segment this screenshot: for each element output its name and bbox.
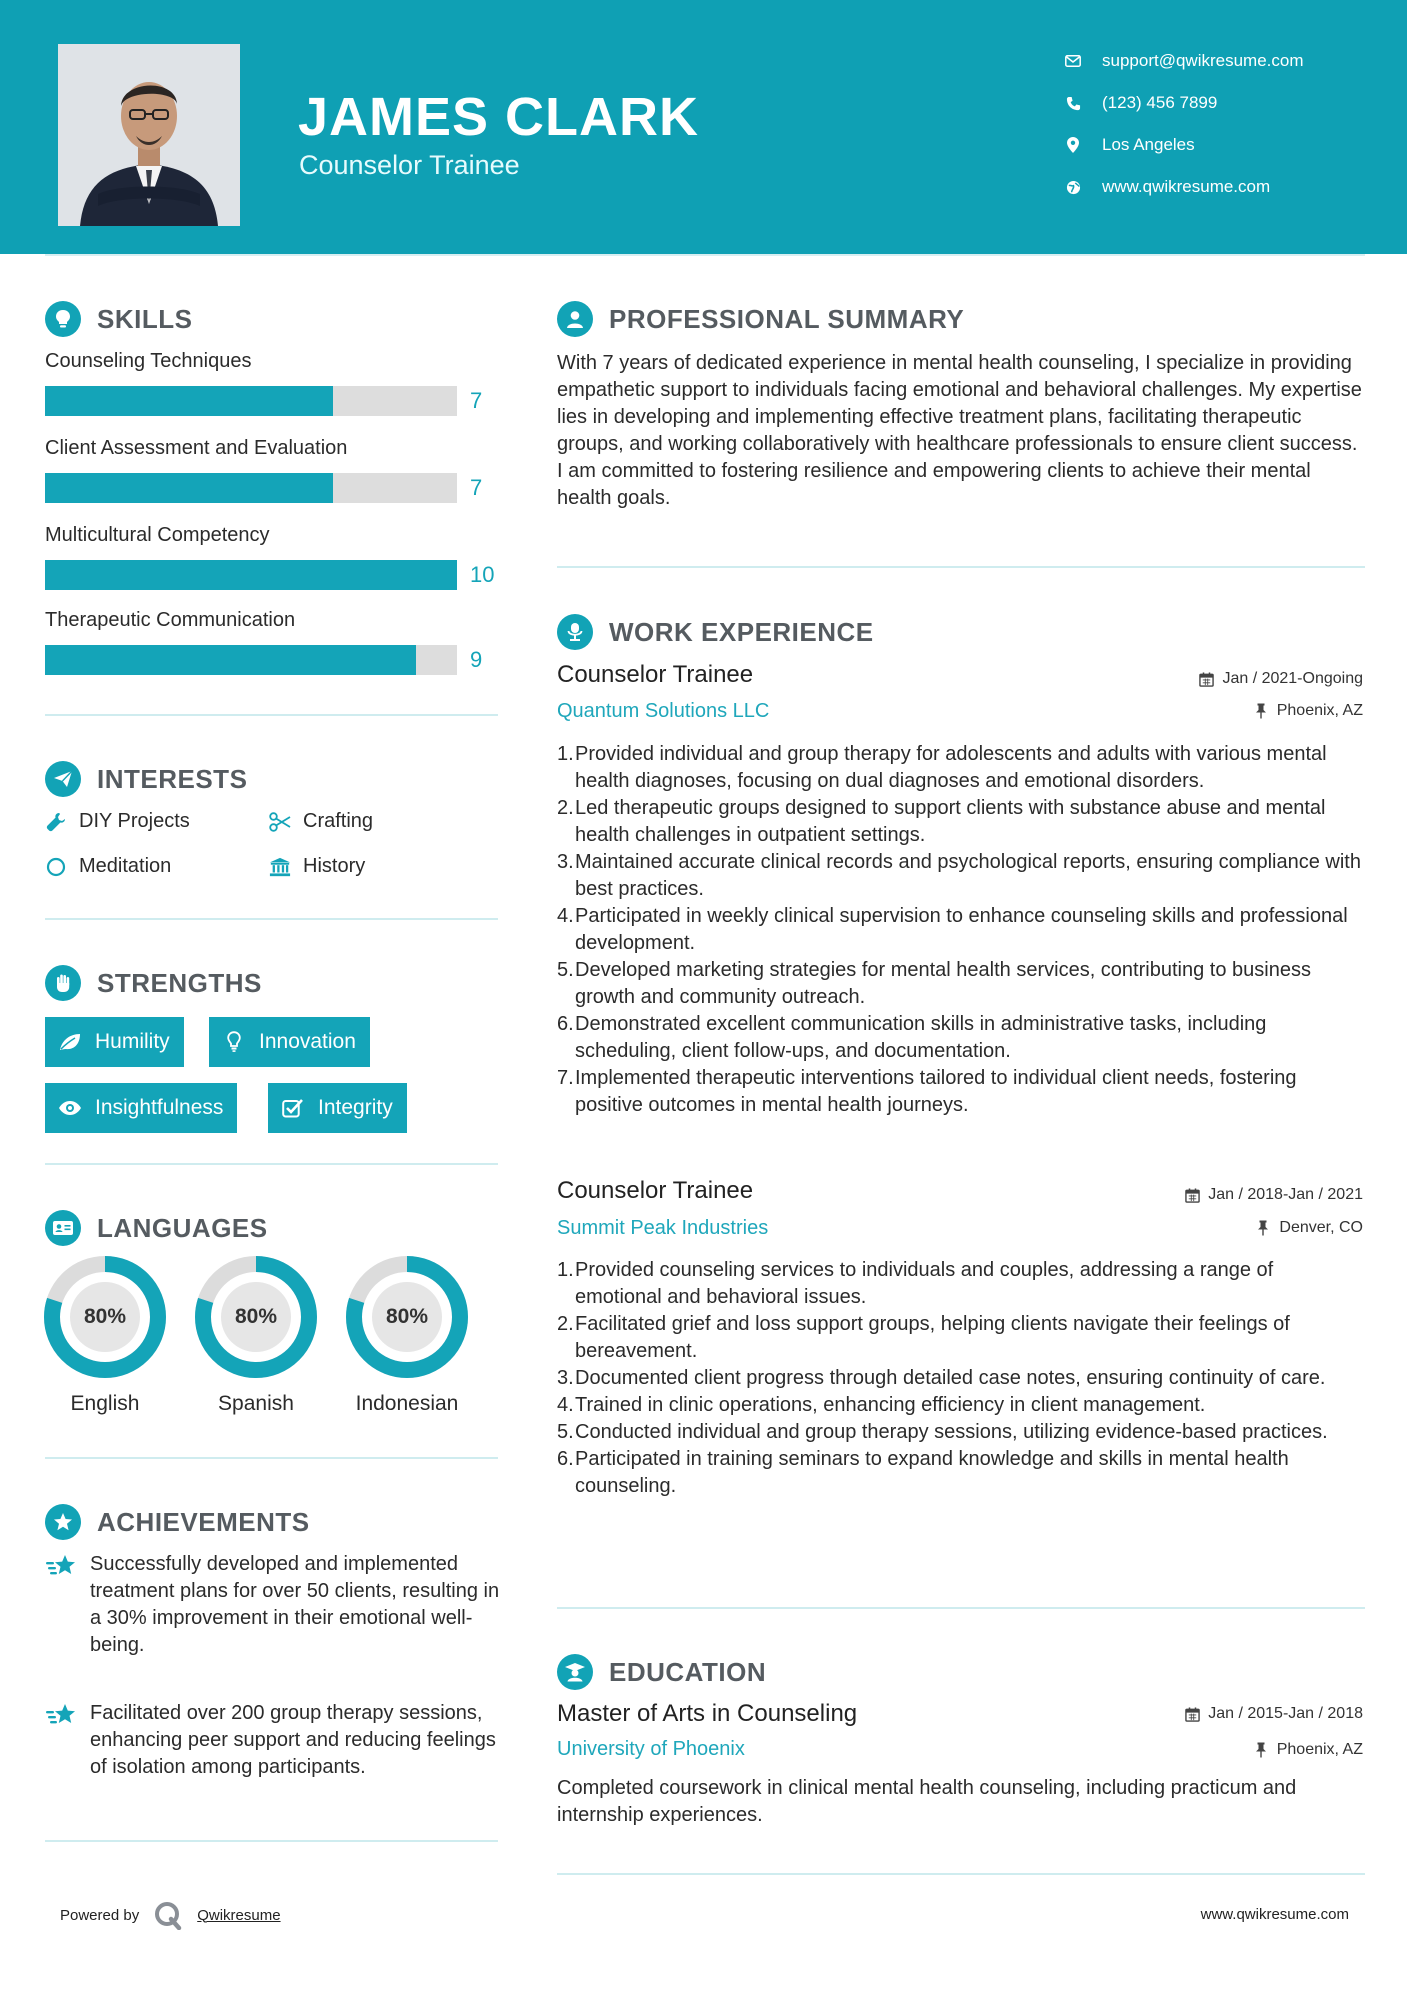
candidate-name: JAMES CLARK bbox=[298, 87, 700, 147]
bullet-text: Maintained accurate clinical records and psychological reports, ensuring compliance with best practices. bbox=[575, 851, 1361, 900]
section-divider bbox=[45, 1457, 498, 1459]
calendar-icon bbox=[1184, 1187, 1200, 1203]
skill-bar-fill bbox=[45, 386, 333, 416]
skill-bar-fill bbox=[45, 560, 457, 590]
user-icon bbox=[557, 301, 593, 337]
job-location-text: Denver, CO bbox=[1279, 1219, 1363, 1236]
skill-bar-fill bbox=[45, 473, 333, 503]
bullet-text: Demonstrated excellent communication skills in administrative tasks, including scheduling, client follow-ups, and documentation. bbox=[575, 1013, 1267, 1062]
skill-value: 10 bbox=[470, 562, 495, 587]
achievement-text: Successfully developed and implemented treatment plans for over 50 clients, resulting in a 30% improvement in their emotional well-being. bbox=[90, 1553, 500, 1656]
languages-heading-text: LANGUAGES bbox=[97, 1212, 268, 1243]
bullet-text: Provided counseling services to individuals and couples, addressing a range of emotional and behavioral issues. bbox=[575, 1259, 1274, 1308]
job-dates-text: Jan / 2021-Ongoing bbox=[1222, 670, 1363, 687]
interest-item bbox=[45, 855, 171, 878]
strength-tag bbox=[45, 1017, 184, 1067]
interests-heading-text: INTERESTS bbox=[97, 763, 248, 794]
education-school: University of Phoenix bbox=[557, 1738, 745, 1760]
education-dates-text: Jan / 2015-Jan / 2018 bbox=[1208, 1705, 1363, 1722]
strength-label: Integrity bbox=[318, 1096, 393, 1119]
list-item: 1. Provided individual and group therapy for adolescents and adults with various mental health diagnoses, focusing on dual diagnoses and emotional disorders. bbox=[557, 741, 1365, 795]
list-item: 1. Provided counseling services to individuals and couples, addressing a range of emotional and behavioral issues. bbox=[557, 1257, 1365, 1311]
interest-label: DIY Projects bbox=[79, 810, 190, 832]
achievement-item bbox=[45, 1700, 500, 1781]
language-ring bbox=[44, 1256, 166, 1378]
scissors-icon bbox=[269, 811, 291, 833]
language-name: Spanish bbox=[218, 1392, 294, 1415]
lightbulb-badge-icon bbox=[45, 301, 81, 337]
education-location bbox=[1253, 1741, 1363, 1759]
skill-bar bbox=[45, 645, 457, 675]
leaf-icon bbox=[57, 1031, 83, 1053]
list-item: 3. Maintained accurate clinical records and psychological reports, ensuring compliance with best practices. bbox=[557, 849, 1365, 903]
footer-powered-by bbox=[60, 1900, 281, 1930]
globe-icon bbox=[1064, 178, 1082, 196]
pushpin-icon bbox=[1253, 1742, 1269, 1758]
interest-label: Meditation bbox=[79, 855, 172, 877]
education-heading-text: EDUCATION bbox=[609, 1656, 767, 1687]
section-divider bbox=[45, 918, 498, 920]
list-item: 2. Led therapeutic groups designed to support clients with substance abuse and mental health challenges in outpatient settings. bbox=[557, 795, 1365, 849]
list-item: 6. Demonstrated excellent communication skills in administrative tasks, including scheduling, client follow-ups, and documentation. bbox=[557, 1011, 1365, 1065]
list-item: 6. Participated in training seminars to expand knowledge and skills in mental health counseling. bbox=[557, 1446, 1365, 1500]
skill-name: Client Assessment and Evaluation bbox=[45, 437, 348, 459]
qwikresume-logo-icon bbox=[153, 1900, 183, 1930]
email-icon bbox=[1064, 52, 1082, 70]
skill-value: 7 bbox=[470, 475, 483, 500]
experience-heading bbox=[557, 614, 874, 650]
bullet-text: Trained in clinic operations, enhancing efficiency in client management. bbox=[575, 1394, 1206, 1416]
skill-bar bbox=[45, 473, 457, 503]
bullet-text: Documented client progress through detailed case notes, ensuring continuity of care. bbox=[575, 1367, 1326, 1389]
interest-label: Crafting bbox=[303, 810, 374, 832]
skill-name: Counseling Techniques bbox=[45, 350, 252, 372]
job-dates bbox=[1184, 1186, 1363, 1204]
powered-by-text: Powered by bbox=[60, 1906, 140, 1924]
contact-location-text: Los Angeles bbox=[1102, 135, 1195, 154]
job-dates bbox=[1198, 670, 1363, 688]
skill-value: 7 bbox=[470, 388, 483, 413]
bullet-text: Provided individual and group therapy for adolescents and adults with various mental health diagnoses, focusing on dual diagnoses and emotional disorders. bbox=[575, 743, 1327, 792]
achievements-heading bbox=[45, 1504, 310, 1540]
bullet-text: Participated in training seminars to expand knowledge and skills in mental health counseling. bbox=[575, 1448, 1289, 1497]
bullet-text: Developed marketing strategies for mental health services, contributing to business growth and community outreach. bbox=[575, 959, 1311, 1008]
section-divider bbox=[45, 714, 498, 716]
contact-list bbox=[1064, 40, 1304, 208]
wrench-icon bbox=[45, 811, 67, 833]
section-divider bbox=[557, 1607, 1365, 1609]
location-icon bbox=[1064, 136, 1082, 154]
section-divider bbox=[45, 1840, 498, 1842]
list-item: 4. Trained in clinic operations, enhancing efficiency in client management. bbox=[557, 1392, 1365, 1419]
skills-heading-text: SKILLS bbox=[97, 303, 193, 334]
circle-icon bbox=[45, 856, 67, 878]
language-name: Indonesian bbox=[355, 1392, 459, 1415]
lightbulb-icon bbox=[221, 1031, 247, 1053]
strength-label: Humility bbox=[95, 1030, 170, 1053]
strength-tag bbox=[209, 1017, 370, 1067]
job-bullets bbox=[557, 1257, 1365, 1500]
skill-bar bbox=[45, 386, 457, 416]
summary-text: With 7 years of dedicated experience in mental health counseling, I specialize in providing empathetic support to individuals facing emotional and behavioral challenges. My expertise lies in developing and implementing effective treatment plans, facilitating therapeutic groups, and working collaboratively with healthcare professionals to ensure client success. I am committed to fostering resilience and empowering clients to achieve their mental health goals. bbox=[557, 352, 1362, 509]
skill-bar bbox=[45, 560, 457, 590]
eye-icon bbox=[57, 1097, 83, 1119]
skill-value: 9 bbox=[470, 647, 483, 672]
interests-heading bbox=[45, 761, 247, 797]
podium-icon bbox=[557, 614, 593, 650]
footer-website[interactable]: www.qwikresume.com bbox=[1200, 1906, 1349, 1923]
language-percent: 80% bbox=[385, 1305, 429, 1328]
bullet-text: Implemented therapeutic interventions tailored to individual client needs, fostering positive outcomes in mental health journeys. bbox=[575, 1067, 1297, 1116]
section-divider bbox=[557, 1873, 1365, 1875]
list-item: 7. Implemented therapeutic interventions tailored to individual client needs, fostering positive outcomes in mental health journeys. bbox=[557, 1065, 1365, 1119]
header-divider bbox=[45, 254, 1365, 256]
graduate-icon bbox=[557, 1654, 593, 1690]
star-badge-icon bbox=[45, 1504, 81, 1540]
language-ring bbox=[195, 1256, 317, 1378]
phone-icon bbox=[1064, 94, 1082, 112]
experience-heading-text: WORK EXPERIENCE bbox=[609, 616, 874, 647]
languages-heading bbox=[45, 1210, 268, 1246]
list-item: 5. Developed marketing strategies for mental health services, contributing to business growth and community outreach. bbox=[557, 957, 1365, 1011]
achievement-text: Facilitated over 200 group therapy sessions, enhancing peer support and reducing feelings of isolation among participants. bbox=[90, 1702, 496, 1778]
shooting-star-icon bbox=[45, 1702, 79, 1781]
summary-heading-text: PROFESSIONAL SUMMARY bbox=[609, 303, 965, 334]
language-ring bbox=[346, 1256, 468, 1378]
interest-label: History bbox=[303, 855, 366, 877]
education-heading bbox=[557, 1654, 766, 1690]
contact-website-text: www.qwikresume.com bbox=[1102, 177, 1271, 196]
section-divider bbox=[45, 1163, 498, 1165]
job-dates-text: Jan / 2018-Jan / 2021 bbox=[1208, 1186, 1363, 1203]
achievement-item bbox=[45, 1551, 500, 1659]
contact-email[interactable] bbox=[1064, 40, 1304, 82]
id-card-icon bbox=[45, 1210, 81, 1246]
strength-label: Insightfulness bbox=[95, 1096, 224, 1119]
job-location bbox=[1255, 1219, 1363, 1237]
interest-item bbox=[269, 855, 365, 878]
job-title: Counselor Trainee bbox=[557, 661, 754, 688]
job-company: Quantum Solutions LLC bbox=[557, 700, 770, 722]
pushpin-icon bbox=[1255, 1220, 1271, 1236]
skills-heading bbox=[45, 301, 192, 337]
job-bullets bbox=[557, 741, 1365, 1119]
bullet-text: Facilitated grief and loss support groups, helping clients navigate their feelings of bereavement. bbox=[575, 1313, 1290, 1362]
job-location bbox=[1253, 702, 1363, 720]
list-item: 3. Documented client progress through detailed case notes, ensuring continuity of care. bbox=[557, 1365, 1365, 1392]
interest-item bbox=[45, 810, 190, 833]
hand-icon bbox=[45, 965, 81, 1001]
institution-icon bbox=[269, 856, 291, 878]
check-square-icon bbox=[280, 1097, 306, 1119]
skill-name: Therapeutic Communication bbox=[45, 609, 296, 631]
bullet-text: Led therapeutic groups designed to support clients with substance abuse and mental health challenges in outpatient settings. bbox=[575, 797, 1326, 846]
job-company: Summit Peak Industries bbox=[557, 1217, 769, 1239]
education-description: Completed coursework in clinical mental health counseling, including practicum and internship experiences. bbox=[557, 1777, 1297, 1826]
education-location-text: Phoenix, AZ bbox=[1276, 1741, 1363, 1758]
profile-photo bbox=[58, 44, 240, 226]
strengths-heading bbox=[45, 965, 262, 1001]
language-percent: 80% bbox=[83, 1305, 127, 1328]
contact-phone[interactable] bbox=[1064, 82, 1304, 124]
summary-heading bbox=[557, 301, 964, 337]
calendar-icon bbox=[1198, 671, 1214, 687]
list-item: 5. Conducted individual and group therapy sessions, utilizing evidence-based practices. bbox=[557, 1419, 1365, 1446]
qwikresume-link[interactable]: Qwikresume bbox=[197, 1906, 281, 1924]
education-degree: Master of Arts in Counseling bbox=[557, 1700, 858, 1727]
contact-website[interactable] bbox=[1064, 166, 1304, 208]
strength-label: Innovation bbox=[259, 1030, 356, 1053]
paper-plane-icon bbox=[45, 761, 81, 797]
contact-email-text: support@qwikresume.com bbox=[1102, 51, 1304, 70]
resume-header bbox=[0, 0, 1407, 254]
list-item: 4. Participated in weekly clinical supervision to enhance counseling skills and professional development. bbox=[557, 903, 1365, 957]
language-name: English bbox=[70, 1392, 140, 1415]
achievements-heading-text: ACHIEVEMENTS bbox=[97, 1506, 310, 1537]
bullet-text: Conducted individual and group therapy sessions, utilizing evidence-based practices. bbox=[575, 1421, 1328, 1443]
shooting-star-icon bbox=[45, 1553, 79, 1659]
job-location-text: Phoenix, AZ bbox=[1276, 702, 1363, 719]
section-divider bbox=[557, 566, 1365, 568]
language-percent: 80% bbox=[234, 1305, 278, 1328]
skill-bar-fill bbox=[45, 645, 416, 675]
strength-tag bbox=[268, 1083, 407, 1133]
contact-location bbox=[1064, 124, 1304, 166]
job-title: Counselor Trainee bbox=[557, 1177, 754, 1204]
pushpin-icon bbox=[1253, 703, 1269, 719]
strengths-heading-text: STRENGTHS bbox=[97, 967, 262, 998]
strength-tag bbox=[45, 1083, 237, 1133]
contact-phone-text: (123) 456 7899 bbox=[1102, 93, 1218, 112]
education-dates bbox=[1184, 1705, 1363, 1723]
list-item: 2. Facilitated grief and loss support groups, helping clients navigate their feelings of bereavement. bbox=[557, 1311, 1365, 1365]
bullet-text: Participated in weekly clinical supervision to enhance counseling skills and professional development. bbox=[575, 905, 1348, 954]
interest-item bbox=[269, 810, 373, 833]
calendar-icon bbox=[1184, 1706, 1200, 1722]
skill-name: Multicultural Competency bbox=[45, 524, 270, 546]
candidate-title: Counselor Trainee bbox=[299, 150, 520, 180]
